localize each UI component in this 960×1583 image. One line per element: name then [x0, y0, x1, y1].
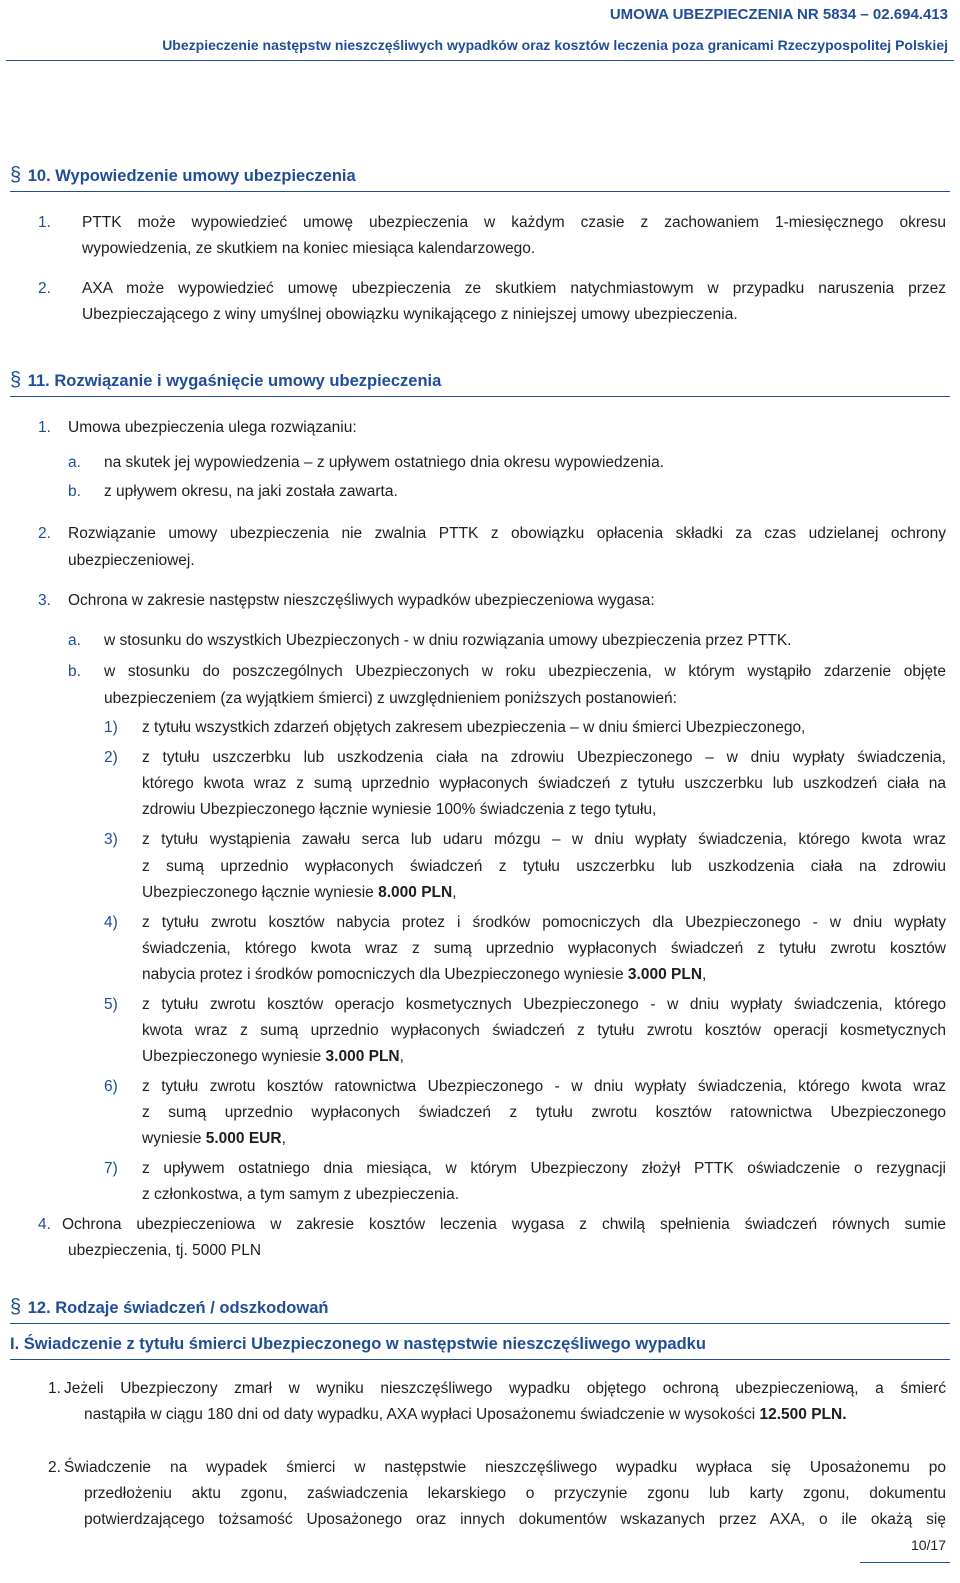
list-item-number: 3)	[104, 831, 118, 848]
section-10-title: 10. Wypowiedzenie umowy ubezpieczenia	[27, 167, 356, 185]
document-subtitle: Ubezpieczenie następstw nieszczęśliwych wypadków oraz kosztów leczenia poza granicami Rzeczypospolitej Polskiej	[162, 37, 948, 53]
list-number: 1.	[38, 214, 51, 231]
paragraph-line: przedłożeniu aktu zgonu, zaświadczenia lekarskiego o przyczynie zgonu lub karty zgonu, dokumentu	[84, 1485, 946, 1502]
amount-value: 3.000 PLN	[627, 966, 703, 983]
list-letter: a.	[68, 454, 81, 471]
text-run: wyniesie	[142, 1130, 206, 1147]
paragraph-line: w stosunku do wszystkich Ubezpieczonych - w dniu rozwiązania umowy ubezpieczenia przez PTTK.	[104, 632, 792, 649]
paragraph-line: zdrowiu Ubezpieczonego łącznie wyniesie 100% świadczenia z tego tytułu,	[142, 801, 657, 818]
section-11-heading	[10, 369, 950, 397]
text-run: ,	[281, 1130, 286, 1147]
paragraph-line: ubezpieczeniem (za wyjątkiem śmierci) z uwzględnieniem poniższych postanowień:	[104, 690, 677, 707]
list-item-number: 7)	[104, 1160, 118, 1177]
list-number: 2.	[38, 525, 51, 542]
paragraph-line: na skutek jej wypowiedzenia – z upływem ostatniego dnia okresu wypowiedzenia.	[104, 454, 665, 471]
list-number: 1.	[48, 1380, 61, 1397]
paragraph-line: którego kwota wraz z sumą uprzednio wypłaconych świadczeń z tytułu uszczerbku lub uszkodzeń ciała na	[142, 775, 946, 792]
paragraph-line	[142, 965, 706, 985]
text-run: nastąpiła w ciągu 180 dni od daty wypadku, AXA wypłaci Uposażonemu świadczenie w wysokości	[84, 1406, 760, 1423]
paragraph-line: świadczenia, którego kwota wraz z sumą uprzednio wypłaconych świadczeń z tytułu zwrotu kosztów	[142, 940, 946, 957]
paragraph-line: Ochrona ubezpieczeniowa w zakresie kosztów leczenia wygasa z chwilą spełnienia świadczeń równych sumie	[62, 1216, 946, 1233]
section-11-title: 11. Rozwiązanie i wygaśnięcie umowy ubezpieczenia	[27, 372, 442, 390]
paragraph-line: wypowiedzenia, ze skutkiem na koniec miesiąca kalendarzowego.	[82, 240, 536, 257]
list-item-number: 1)	[104, 719, 118, 736]
list-letter: b.	[68, 663, 81, 680]
list-letter: a.	[68, 632, 81, 649]
paragraph-line: z tytułu zwrotu kosztów ratownictwa Ubezpieczonego - w dniu wypłaty świadczenia, którego kwota wraz	[142, 1078, 946, 1095]
paragraph-line: z upływem ostatniego dnia miesiąca, w którym Ubezpieczony złożył PTTK oświadczenie o rezygnacji	[142, 1160, 946, 1177]
list-number: 2.	[48, 1459, 61, 1476]
paragraph-line: z sumą uprzednio wypłaconych świadczeń z tytułu uszczerbku lub uszkodzenia ciała na zdrowiu	[142, 858, 946, 875]
paragraph-line: Ochrona w zakresie następstw nieszczęśliwych wypadków ubezpieczeniowa wygasa:	[68, 592, 655, 609]
list-number: 2.	[38, 280, 51, 297]
list-number: 1.	[38, 419, 51, 436]
list-letter: b.	[68, 483, 81, 500]
document-title: UMOWA UBEZPIECZENIA NR 5834 – 02.694.413	[609, 6, 948, 23]
paragraph-line: ubezpieczeniowej.	[68, 552, 195, 569]
list-number: 3.	[38, 592, 51, 609]
paragraph-line: z członkostwa, a tym samym z ubezpieczenia.	[142, 1186, 460, 1203]
amount-value: 12.500 PLN.	[759, 1406, 847, 1423]
section-12-subheading: I. Świadczenie z tytułu śmierci Ubezpieczonego w następstwie nieszczęśliwego wypadku	[10, 1335, 950, 1360]
paragraph-line	[84, 1405, 847, 1425]
amount-value: 3.000 PLN	[325, 1048, 400, 1065]
text-run: nabycia protez i środków pomocniczych dla Ubezpieczonego wyniesie	[142, 966, 628, 983]
paragraph-line: AXA może wypowiedzieć umowę ubezpieczenia ze skutkiem natychmiastowym w przypadku naruszenia przez	[82, 280, 946, 297]
list-item-number: 4)	[104, 914, 118, 931]
paragraph-line: z tytułu wystąpienia zawału serca lub udaru mózgu – w dniu wypłaty świadczenia, którego kwota wraz	[142, 831, 946, 848]
paragraph-line: Jeżeli Ubezpieczony zmarł w wyniku nieszczęśliwego wypadku objętego ochroną ubezpieczeniową, a śmierć	[64, 1380, 946, 1397]
paragraph-line: PTTK może wypowiedzieć umowę ubezpieczenia w każdym czasie z zachowaniem 1-miesięcznego okresu	[82, 214, 946, 231]
paragraph-line: ubezpieczenia, tj. 5000 PLN	[68, 1242, 262, 1259]
paragraph-line	[142, 883, 457, 903]
paragraph-line	[142, 1129, 286, 1149]
list-number: 4.	[38, 1216, 51, 1233]
section-symbol: §	[10, 164, 22, 186]
amount-value: 5.000 EUR	[205, 1130, 282, 1147]
section-12-title: 12. Rodzaje świadczeń / odszkodowań	[27, 1299, 329, 1317]
paragraph-line: z tytułu zwrotu kosztów nabycia protez i środków pomocniczych dla Ubezpieczonego - w dniu wypłaty	[142, 914, 946, 931]
paragraph-line: z sumą uprzednio wypłaconych świadczeń z tytułu zwrotu kosztów ratownictwa Ubezpieczonego	[142, 1104, 946, 1121]
section-12-heading	[10, 1296, 950, 1324]
paragraph-line: z tytułu wszystkich zdarzeń objętych zakresem ubezpieczenia – w dniu śmierci Ubezpieczonego,	[142, 719, 806, 736]
section-10-heading	[10, 164, 950, 192]
page-number: 10/17	[910, 1537, 946, 1553]
section-symbol: §	[10, 369, 22, 391]
text-run: ,	[399, 1048, 404, 1065]
paragraph-line: z tytułu zwrotu kosztów operacjo kosmetycznych Ubezpieczonego - w dniu wypłaty świadczenia, którego	[142, 996, 946, 1013]
list-item-number: 5)	[104, 996, 118, 1013]
section-symbol: §	[10, 1296, 22, 1318]
text-run: Ubezpieczonego łącznie wyniesie	[142, 884, 379, 901]
text-run: ,	[452, 884, 457, 901]
paragraph-line: Ubezpieczającego z winy umyślnej obowiązku wynikającego z niniejszej umowy ubezpieczenia.	[82, 306, 738, 323]
footer-divider	[860, 1562, 950, 1563]
paragraph-line: Rozwiązanie umowy ubezpieczenia nie zwalnia PTTK z obowiązku opłacenia składki za czas udzielanej ochrony	[68, 525, 946, 542]
paragraph-line: Umowa ubezpieczenia ulega rozwiązaniu:	[68, 419, 357, 436]
paragraph-line: z upływem okresu, na jaki została zawarta.	[104, 483, 398, 500]
text-run: ,	[702, 966, 707, 983]
paragraph-line: kwota wraz z sumą uprzednio wypłaconych świadczeń z tytułu zwrotu kosztów operacji kosmetycznych	[142, 1022, 946, 1039]
list-item-number: 6)	[104, 1078, 118, 1095]
paragraph-line: z tytułu uszczerbku lub uszkodzenia ciała na zdrowiu Ubezpieczonego – w dniu wypłaty świadczenia,	[142, 749, 946, 766]
text-run: Ubezpieczonego wyniesie	[142, 1048, 326, 1065]
paragraph-line	[142, 1047, 404, 1067]
paragraph-line: Świadczenie na wypadek śmierci w następstwie nieszczęśliwego wypadku wypłaca się Uposażonemu po	[64, 1459, 946, 1476]
list-item-number: 2)	[104, 749, 118, 766]
header-divider	[6, 60, 954, 61]
paragraph-line: w stosunku do poszczególnych Ubezpieczonych w roku ubezpieczenia, w którym wystąpiło zdarzenie objęte	[104, 663, 946, 680]
paragraph-line: potwierdzającego tożsamość Uposażonego oraz innych dokumentów wskazanych przez AXA, o ile okażą się	[84, 1511, 946, 1528]
amount-value: 8.000 PLN	[378, 884, 453, 901]
